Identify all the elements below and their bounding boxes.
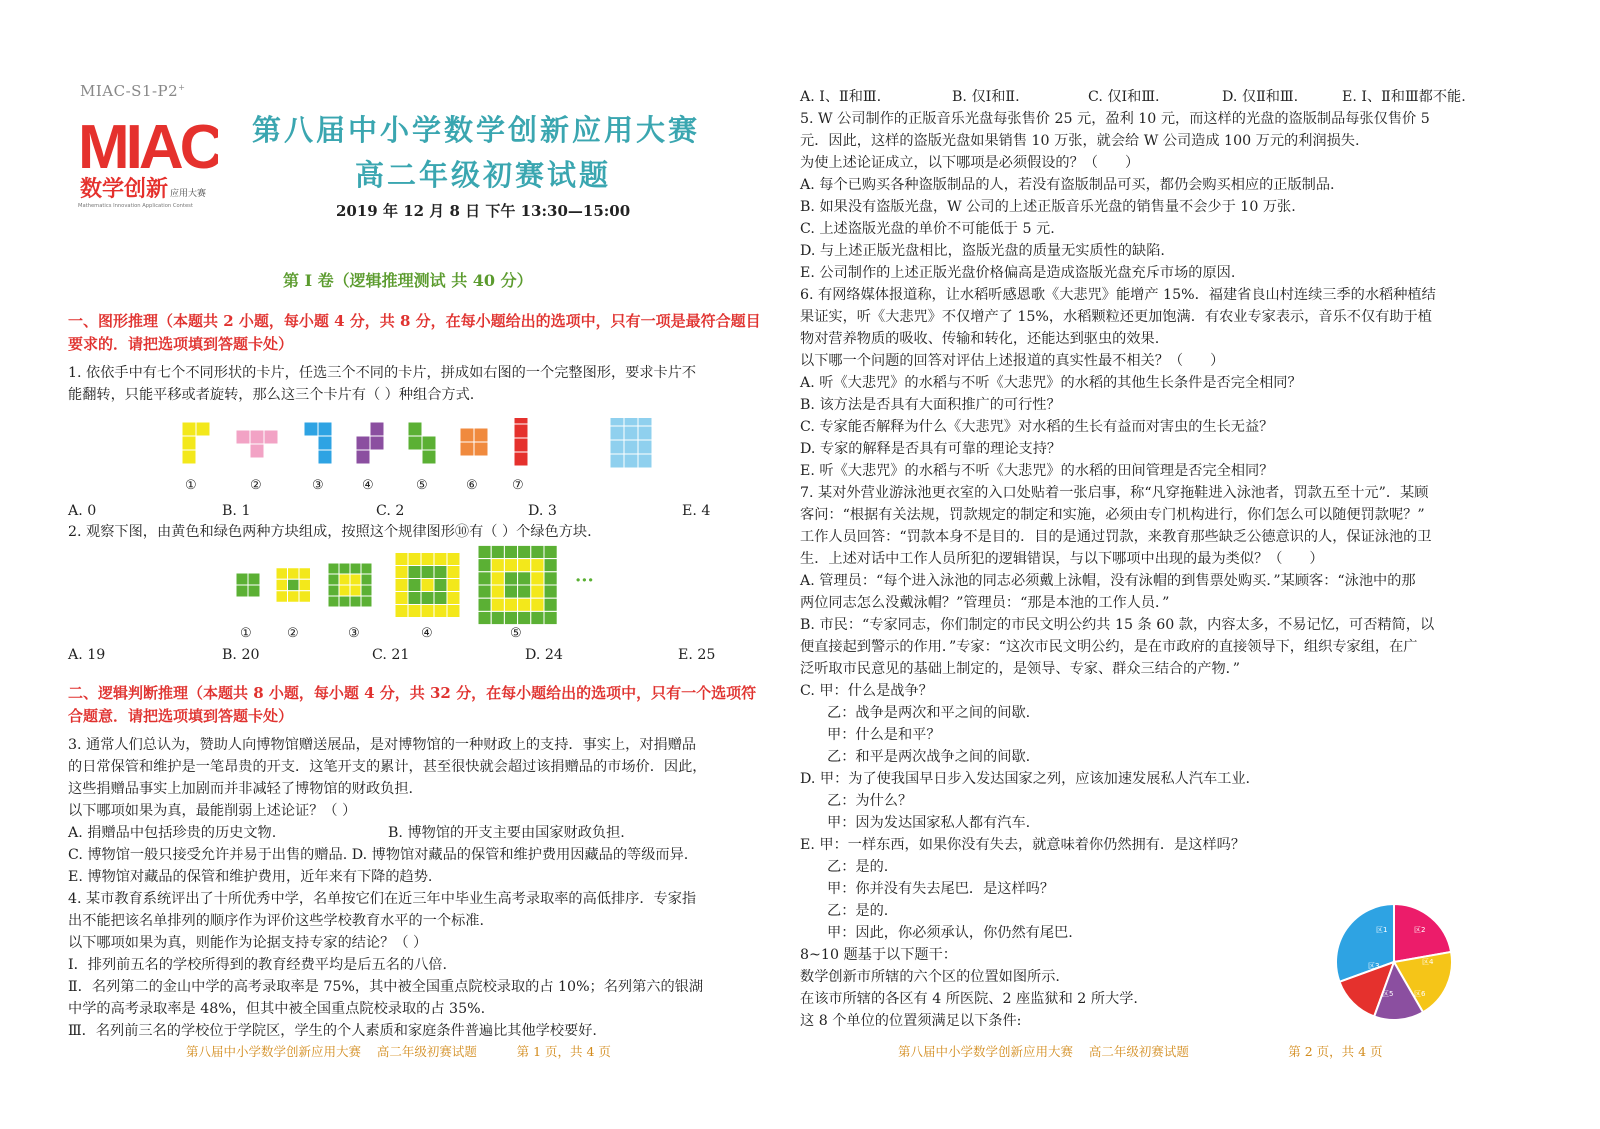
right-text-line: 乙：是的. bbox=[800, 903, 889, 919]
q3-option-b: B. 博物馆的开支主要由国家财政负担. bbox=[388, 825, 625, 841]
q4-option-b: B. 仅Ⅰ和Ⅱ. bbox=[952, 89, 1020, 105]
q2-cell bbox=[518, 559, 531, 572]
q2-cell bbox=[478, 572, 491, 585]
q2-label-2: ② bbox=[287, 626, 299, 641]
q2-option-c: C. 21 bbox=[372, 647, 410, 663]
q2-cell bbox=[491, 585, 504, 598]
right-text-line: 甲：什么是和平？ bbox=[800, 727, 941, 743]
right-text-line: 8~10 题基于以下题干： bbox=[800, 947, 957, 963]
q2-cell bbox=[518, 545, 531, 558]
district-label-6: 区6 bbox=[1414, 990, 1426, 998]
q2-cell bbox=[434, 566, 447, 579]
q2-cell bbox=[361, 563, 372, 574]
q2-cell bbox=[434, 605, 447, 618]
q2-label-3: ③ bbox=[348, 626, 360, 641]
right-text-line: 泛听取市民意见的基础上制定的，是领导、专家、群众三结合的产物．” bbox=[800, 661, 1240, 677]
right-text-line: 工作人员回答：“罚款本身不是目的．目的是通过罚款，来教育那些缺乏公德意识的人，保证泳池的卫 bbox=[800, 529, 1432, 545]
q2-cell bbox=[395, 553, 408, 566]
logo-sub: 应用大赛 bbox=[170, 189, 207, 199]
q2-cell bbox=[544, 559, 557, 572]
q2-cell bbox=[478, 545, 491, 558]
q2-cell bbox=[518, 611, 531, 624]
q2-cell bbox=[408, 566, 421, 579]
q2-cell bbox=[491, 545, 504, 558]
q2-label-5: ⑤ bbox=[510, 626, 522, 641]
right-text-line: A. 每个已购买各种盗版制品的人，若没有盗版制品可买，都仍会购买相应的正版制品. bbox=[800, 177, 1335, 193]
right-text-line: 两位同志怎么没戴泳帽？”管理员：“那是本池的工作人员．” bbox=[800, 595, 1170, 611]
q2-cell bbox=[350, 574, 361, 585]
q3-line1: 3. 通常人们总认为，赞助人向博物馆赠送展品，是对博物馆的一种财政上的支持．事实上，对捐赠品 bbox=[68, 737, 697, 753]
q1-label-3: ③ bbox=[312, 478, 324, 493]
q2-pattern-2 bbox=[276, 568, 311, 603]
q2-cell bbox=[531, 598, 544, 611]
q2-cell bbox=[447, 592, 460, 605]
q2-cell bbox=[339, 596, 350, 607]
right-text-line: C. 上述盗版光盘的单价不可能低于 5 元. bbox=[800, 221, 1055, 237]
q2-cell bbox=[434, 579, 447, 592]
q2-cell bbox=[328, 563, 339, 574]
right-text-line: B. 如果没有盗版光盘，W 公司的上述正版音乐光盘的销售量不会少于 10 万张. bbox=[800, 199, 1296, 215]
logo-en: Mathematics Innovation Application Contest bbox=[78, 203, 193, 209]
q2-cell bbox=[421, 592, 434, 605]
q2-cell bbox=[408, 579, 421, 592]
q2-cell bbox=[434, 553, 447, 566]
q2-cell bbox=[361, 585, 372, 596]
q2-cell bbox=[478, 611, 491, 624]
q4-option-a: A. Ⅰ、Ⅱ和Ⅲ. bbox=[800, 89, 882, 105]
q2-cell bbox=[339, 574, 350, 585]
q2-cell bbox=[491, 611, 504, 624]
right-text-line: 乙：战争是两次和平之间的间歇. bbox=[800, 705, 1031, 721]
q2-cell bbox=[504, 611, 517, 624]
q2-cell bbox=[299, 568, 311, 580]
q2-cell bbox=[504, 585, 517, 598]
right-text-line: 乙：和平是两次战争之间的间歇. bbox=[800, 749, 1031, 765]
right-text-line: 物对营养物质的吸收、传输和转化，还能达到驱虫的效果. bbox=[800, 331, 1160, 347]
q2-cell bbox=[395, 579, 408, 592]
q2-cell bbox=[248, 573, 260, 585]
q2-cell bbox=[478, 559, 491, 572]
q1-option-d: D. 3 bbox=[528, 503, 557, 519]
q2-cell bbox=[434, 592, 447, 605]
q2-line: 2. 观察下图，由黄色和绿色两种方块组成，按照这个规律图形⑩有（ ）个绿色方块. bbox=[68, 524, 592, 540]
right-text-line: 甲：你并没有失去尾巴．是这样吗？ bbox=[800, 881, 1055, 897]
right-text-line: 甲：因此，你必须承认，你仍然有尾巴. bbox=[800, 925, 1073, 941]
q2-cell bbox=[531, 559, 544, 572]
q2-cell bbox=[236, 585, 248, 597]
q2-cell bbox=[531, 572, 544, 585]
q2-cell bbox=[491, 572, 504, 585]
right-text-line: 元．因此，这样的盗版光盘如果销售 10 万张，就会给 W 公司造成 100 万元的利润损失. bbox=[800, 133, 1360, 149]
q1-label-1: ① bbox=[185, 478, 197, 493]
q2-cell bbox=[361, 574, 372, 585]
right-text-line: E. 甲：一样东西，如果你没有失去，就意味着你仍然拥有．是这样吗？ bbox=[800, 837, 1246, 853]
q2-cell bbox=[408, 605, 421, 618]
q2-label-4: ④ bbox=[421, 626, 433, 641]
q2-cell bbox=[276, 579, 288, 591]
volume-heading: 第 I 卷（逻辑推理测试 共 40 分） bbox=[283, 271, 533, 290]
q2-cell bbox=[531, 611, 544, 624]
q4-option-d: D. 仅Ⅱ和Ⅲ. bbox=[1222, 89, 1299, 105]
q2-option-e: E. 25 bbox=[678, 647, 716, 663]
card-1 bbox=[182, 422, 210, 464]
q1-option-b: B. 1 bbox=[222, 503, 251, 519]
q4-option-e: E. Ⅰ、Ⅱ和Ⅲ都不能. bbox=[1342, 89, 1466, 105]
q2-cell bbox=[299, 579, 311, 591]
card-4 bbox=[356, 422, 384, 464]
q2-cell bbox=[408, 553, 421, 566]
q2-cell bbox=[447, 605, 460, 618]
q2-cell bbox=[328, 596, 339, 607]
q2-cell bbox=[544, 585, 557, 598]
q2-cell bbox=[531, 545, 544, 558]
q1-line1: 1. 依依手中有七个不同形状的卡片，任选三个不同的卡片，拼成如右图的一个完整图形，要求卡片不 bbox=[68, 365, 697, 381]
q2-cell bbox=[339, 563, 350, 574]
right-text-line: 5. W 公司制作的正版音乐光盘每张售价 25 元，盈利 10 元，而这样的光盘的盗版制品每张仅售价 5 bbox=[800, 111, 1430, 127]
card-7 bbox=[514, 418, 528, 466]
q1-label-7: ⑦ bbox=[512, 478, 524, 493]
q2-cell bbox=[288, 579, 300, 591]
right-text-line: 便直接起到警示的作用．”专家：“这次市民文明公约，是在市政府的直接领导下，组织专家组，在广 bbox=[800, 639, 1418, 655]
q4-statement-3: Ⅲ．名列前三名的学校位于学院区，学生的个人素质和家庭条件普遍比其他学校要好. bbox=[68, 1023, 597, 1039]
q4-line2: 出不能把该名单排列的顺序作为评价这些学校教育水平的一个标准. bbox=[68, 913, 484, 929]
q1-option-e: E. 4 bbox=[682, 503, 711, 519]
right-text-line: C. 甲：什么是战争？ bbox=[800, 683, 933, 699]
right-text-line: 数学创新市所辖的六个区的位置如图所示. bbox=[800, 969, 1060, 985]
q2-cell bbox=[248, 585, 260, 597]
right-text-line: B. 该方法是否具有大面积推广的可行性？ bbox=[800, 397, 1061, 413]
q1-line2: 能翻转，只能平移或者旋转，那么这三个卡片有（ ）种组合方式. bbox=[68, 387, 475, 403]
right-text-line: 乙：是的. bbox=[800, 859, 889, 875]
q1-label-5: ⑤ bbox=[416, 478, 428, 493]
right-text-line: 为使上述论证成立，以下哪项是必须假设的？（ ） bbox=[800, 155, 1140, 171]
q2-cell bbox=[328, 574, 339, 585]
q3-line3: 这些捐赠品事实上加剧而并非减轻了博物馆的财政负担. bbox=[68, 781, 414, 797]
q4-statement-2b: 中学的高考录取率是 48%，但其中被全国重点院校录取的占 35%. bbox=[68, 1001, 486, 1017]
q1-option-c: C. 2 bbox=[376, 503, 405, 519]
q3-option-e: E. 博物馆对藏品的保管和维护费用，近年来有下降的趋势. bbox=[68, 869, 433, 885]
q2-cell bbox=[504, 559, 517, 572]
q2-cell bbox=[544, 545, 557, 558]
card-3 bbox=[304, 422, 332, 464]
right-text-line: E. 听《大悲咒》的水稻与不听《大悲咒》的水稻的田间管理是否完全相同？ bbox=[800, 463, 1274, 479]
right-text-line: 乙：为什么？ bbox=[800, 793, 913, 809]
q2-cell bbox=[299, 591, 311, 603]
q2-pattern-figure bbox=[230, 543, 610, 632]
q2-cell bbox=[408, 592, 421, 605]
q2-cell bbox=[276, 568, 288, 580]
q2-cell bbox=[447, 579, 460, 592]
q4-line1: 4. 某市教育系统评出了十所优秀中学，名单按它们在近三年中毕业生高考录取率的高低排序．专家指 bbox=[68, 891, 697, 907]
district-label-3: 区3 bbox=[1368, 962, 1380, 970]
q2-cell bbox=[361, 596, 372, 607]
q2-pattern-5 bbox=[478, 545, 557, 624]
card-5 bbox=[408, 422, 436, 464]
q2-cell bbox=[531, 585, 544, 598]
q2-cell bbox=[350, 596, 361, 607]
section2-heading: 二、逻辑判断推理（本题共 8 小题，每小题 4 分，共 32 分，在每小题给出的选项中，只有一个选项符合题意．请把选项填到答题卡处） bbox=[68, 684, 757, 725]
exam-date: 2019 年 12 月 8 日 下午 13:30—15:00 bbox=[336, 202, 631, 220]
q4-statement-2a: Ⅱ．名列第二的金山中学的高考录取率是 75%，其中被全国重点院校录取的占 10%；名列第六的银湖 bbox=[68, 979, 704, 995]
q3-line2: 的日常保管和维护是一笔昂贵的开支．这笔开支的累计，甚至很快就会超过该捐赠品的市场价．因此， bbox=[68, 759, 707, 775]
right-text-line: C. 专家能否解释为什么《大悲咒》对水稻的生长有益而对害虫的生长无益？ bbox=[800, 419, 1274, 435]
q3-prompt: 以下哪项如果为真，最能削弱上述论证？（ ） bbox=[68, 803, 357, 819]
q2-cell bbox=[544, 572, 557, 585]
right-text-line: 这 8 个单位的位置须满足以下条件: bbox=[800, 1013, 1022, 1029]
q2-cell bbox=[447, 566, 460, 579]
right-text-line: 客问：“根据有关法规，罚款规定的制定和实施，必须由专门机构进行，你们怎么可以随便罚款呢？” bbox=[800, 507, 1425, 523]
q2-cell bbox=[395, 566, 408, 579]
right-text-line: 6. 有网络媒体报道称，让水稻听感恩歌《大悲咒》能增产 15%．福建省良山村连续三季的水稻种植结 bbox=[800, 287, 1436, 303]
q4-option-c: C. 仅Ⅰ和Ⅲ. bbox=[1088, 89, 1160, 105]
q2-cell bbox=[288, 568, 300, 580]
q2-option-b: B. 20 bbox=[222, 647, 260, 663]
q2-cell bbox=[491, 559, 504, 572]
right-text-line: B. 市民：“专家同志，你们制定的市民文明公约共 15 条 60 款，内容太多，不易记忆，可否精简，以 bbox=[800, 617, 1435, 633]
q2-cell bbox=[518, 585, 531, 598]
card-2 bbox=[236, 430, 278, 458]
right-text-line: 甲：因为发达国家私人都有汽车. bbox=[800, 815, 1031, 831]
district-label-2: 区2 bbox=[1414, 926, 1426, 934]
q2-cell bbox=[395, 592, 408, 605]
q2-cell bbox=[504, 545, 517, 558]
q2-cell bbox=[504, 598, 517, 611]
q2-option-d: D. 24 bbox=[525, 647, 563, 663]
q2-cell bbox=[350, 563, 361, 574]
left-footer: 第八届中小学数学创新应用大赛 高二年级初赛试题 第 1 页，共 4 页 bbox=[186, 1044, 611, 1059]
q2-cell bbox=[236, 573, 248, 585]
miac-logo bbox=[78, 108, 218, 218]
right-text-line: D. 与上述正版光盘相比，盗版光盘的质量无实质性的缺陷. bbox=[800, 243, 1165, 259]
right-text-line: A. 听《大悲咒》的水稻与不听《大悲咒》的水稻的其他生长条件是否完全相同？ bbox=[800, 375, 1302, 391]
q2-cell bbox=[544, 598, 557, 611]
right-text-line: E. 公司制作的上述正版光盘价格偏高是造成盗版光盘充斥市场的原因. bbox=[800, 265, 1236, 281]
right-footer: 第八届中小学数学创新应用大赛 高二年级初赛试题 第 2 页，共 4 页 bbox=[898, 1044, 1383, 1059]
q2-cell bbox=[504, 572, 517, 585]
district-label-1: 区1 bbox=[1376, 926, 1388, 934]
q2-cell bbox=[350, 585, 361, 596]
q2-cell bbox=[518, 572, 531, 585]
q2-cell bbox=[491, 598, 504, 611]
q4-prompt: 以下哪项如果为真，则能作为论据支持专家的结论？（ ） bbox=[68, 935, 428, 951]
right-text-line: A. 管理员：“每个进入泳池的同志必须戴上泳帽，没有泳帽的到售票处购买．”某顾客：“泳池中的那 bbox=[800, 573, 1416, 589]
q2-cell bbox=[395, 605, 408, 618]
contest-title: 第八届中小学数学创新应用大赛 bbox=[252, 113, 701, 147]
right-text-line: D. 专家的解释是否具有可靠的理论支持？ bbox=[800, 441, 1062, 457]
right-column-text bbox=[800, 108, 1520, 1032]
target-shape bbox=[610, 418, 652, 468]
district-label-4: 区4 bbox=[1422, 958, 1434, 966]
q2-cell bbox=[421, 553, 434, 566]
q2-cell bbox=[328, 585, 339, 596]
right-text-line: 生．上述对话中工作人员所犯的逻辑错误，与以下哪项中出现的最为类似？（ ） bbox=[800, 551, 1324, 567]
q2-cell bbox=[518, 598, 531, 611]
exam-title: 高二年级初赛试题 bbox=[355, 158, 612, 192]
q2-cell bbox=[544, 611, 557, 624]
q2-cell bbox=[421, 566, 434, 579]
district-map-figure bbox=[1334, 902, 1454, 1026]
q3-option-a: A. 捐赠品中包括珍贵的历史文物. bbox=[68, 825, 277, 841]
q2-cell bbox=[447, 553, 460, 566]
q2-continuation-dots: ··· bbox=[575, 570, 594, 591]
q2-pattern-3 bbox=[328, 563, 372, 607]
q2-pattern-4 bbox=[395, 553, 460, 618]
right-text-line: D. 甲：为了使我国早日步入发达国家之列，应该加速发展私人汽车工业. bbox=[800, 771, 1251, 787]
district-label-5: 区5 bbox=[1382, 990, 1394, 998]
q2-cell bbox=[276, 591, 288, 603]
right-text-line: 以下哪一个问题的回答对评估上述报道的真实性最不相关？（ ） bbox=[800, 353, 1225, 369]
q1-option-a: A. 0 bbox=[68, 503, 97, 519]
q2-pattern-1 bbox=[236, 573, 260, 597]
q2-cell bbox=[288, 591, 300, 603]
paper-code: MIAC-S1-P2+ bbox=[80, 82, 186, 100]
q2-option-a: A. 19 bbox=[68, 647, 106, 663]
right-text-line: 果证实，听《大悲咒》不仅增产了 15%，水稻颗粒还更加饱满．有农业专家表示，音乐不仅有助于植 bbox=[800, 309, 1432, 325]
q2-cell bbox=[478, 598, 491, 611]
q1-label-6: ⑥ bbox=[466, 478, 478, 493]
q2-cell bbox=[421, 605, 434, 618]
q1-label-2: ② bbox=[250, 478, 262, 493]
q2-label-1: ① bbox=[240, 626, 252, 641]
logo-cn: 数学创新 bbox=[80, 177, 169, 202]
logo-m: MIAC bbox=[78, 113, 218, 182]
q2-cell bbox=[478, 585, 491, 598]
section1-heading: 一、图形推理（本题共 2 小题，每小题 4 分，共 8 分，在每小题给出的选项中，只有一项是最符合题目要求的．请把选项填到答题卡处） bbox=[68, 312, 761, 353]
q2-cell bbox=[421, 579, 434, 592]
right-text-line: 7. 某对外营业游泳池更衣室的入口处贴着一张启事，称“凡穿拖鞋进入泳池者，罚款五至十元”．某顾 bbox=[800, 485, 1429, 501]
q3-option-cd: C. 博物馆一般只接受允许并易于出售的赠品. D. 博物馆对藏品的保管和维护费用因藏品的等级而异. bbox=[68, 847, 689, 863]
right-text-line: 在该市所辖的各区有 4 所医院、2 座监狱和 2 所大学. bbox=[800, 991, 1138, 1007]
q4-statement-1: Ⅰ．排列前五名的学校所得到的教育经费平均是后五名的八倍. bbox=[68, 957, 447, 973]
q2-cell bbox=[339, 585, 350, 596]
q1-label-4: ④ bbox=[362, 478, 374, 493]
card-6 bbox=[460, 428, 488, 456]
